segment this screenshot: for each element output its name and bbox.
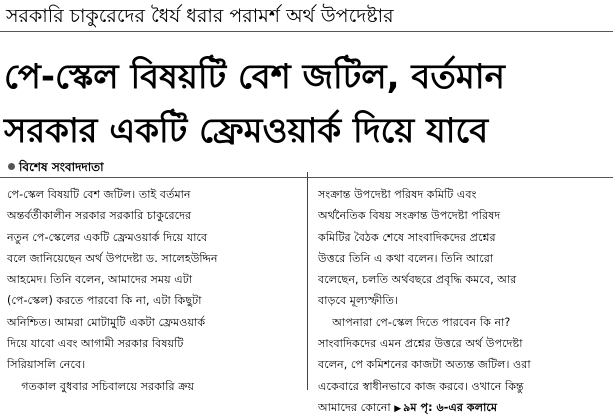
right-column	[318, 184, 608, 420]
byline	[8, 159, 104, 179]
article-line: আহমেদ। তিনি বলেন, আমাদের সময় এটা	[7, 273, 193, 287]
article-line: বাড়বে মূল্যস্ফীতি।	[318, 294, 399, 308]
article-line: সংক্রান্ত উপদেষ্টা পরিষদ কমিটি এবং	[318, 188, 477, 201]
article-last-line	[318, 397, 608, 420]
column-divider	[307, 172, 308, 390]
article-line: দিয়ে যাবো এবং আগামী সরকার বিষয়টি	[7, 337, 184, 351]
article-line: (পে-স্কেল) করতে পারবো কি না, এটা কিছুটা	[7, 294, 202, 308]
article-line: অর্থনৈতিক বিষয় সংক্রান্ত উপদেষ্টা পরিষদ	[318, 209, 501, 223]
article-line: আমাদের কোনো	[318, 400, 391, 414]
top-rule	[0, 31, 613, 32]
article-line: কমিটির বৈঠক শেষে সাংবাদিকদের প্রশ্নের	[318, 230, 496, 244]
headline-line-2: সরকার একটি ফ্রেমওয়ার্ক দিয়ে যাবে	[4, 111, 489, 151]
article-line: বলেছেন, চলতি অর্থবছরে প্রবৃদ্ধি কমবে, আর	[318, 273, 517, 287]
play-triangle-icon: ▶	[394, 403, 402, 414]
article-line: একেবারে স্বাধীনভাবে কাজ করবে। ওখানে কিন্তু	[318, 379, 524, 393]
headline-line-1: পে-স্কেল বিষয়টি বেশ জটিল, বর্তমান	[4, 57, 505, 97]
article-line: সাংবাদিকদের এমন প্রশ্নের উত্তরে অর্থ উপদেষ্টা	[318, 337, 523, 351]
article-line: বলে জানিয়েছেন অর্থ উপদেষ্টা ড. সালেহউদ্দিন	[7, 251, 218, 265]
article-line: অন্তর্বর্তীকালীন সরকার সরকারি চাকুরেদের	[7, 209, 192, 223]
article-line: উত্তরে তিনি এ কথা বলেন। তিনি আরো	[318, 251, 494, 265]
continuation-text: ৯ম পৃ: ৬-এর কলামে	[403, 400, 498, 414]
byline-text: বিশেষ সংবাদদাতা	[19, 160, 104, 174]
kicker: সরকারি চাকুরেদের ধৈর্য ধরার পরামর্শ অর্থ উপদেষ্টার	[6, 5, 394, 27]
article-line: সিরিয়াসলি নেবে।	[7, 358, 86, 372]
article-line: অনিশ্চিত। আমরা মোটামুটি একটা ফ্রেমওয়ার্ক	[7, 315, 206, 329]
article-line: আপনারা পে-স্কেল দিতে পারবেন কি না?	[318, 315, 511, 329]
bullet-icon	[8, 163, 15, 170]
left-column	[7, 184, 300, 397]
article-line: নতুন পে-স্কেলের একটি ফ্রেমওয়ার্ক দিয়ে যাবে	[7, 230, 208, 244]
article-line: গতকাল বুধবার সচিবালয়ে সরকারি ক্রয়	[7, 379, 195, 393]
article-line: বলেন, পে কমিশনের কাজটা অত্যন্ত জটিল। ওরা	[318, 358, 531, 372]
continuation-link[interactable]	[394, 401, 497, 414]
article-line: পে-স্কেল বিষয়টি বেশ জটিল। তাই বর্তমান	[7, 188, 191, 201]
